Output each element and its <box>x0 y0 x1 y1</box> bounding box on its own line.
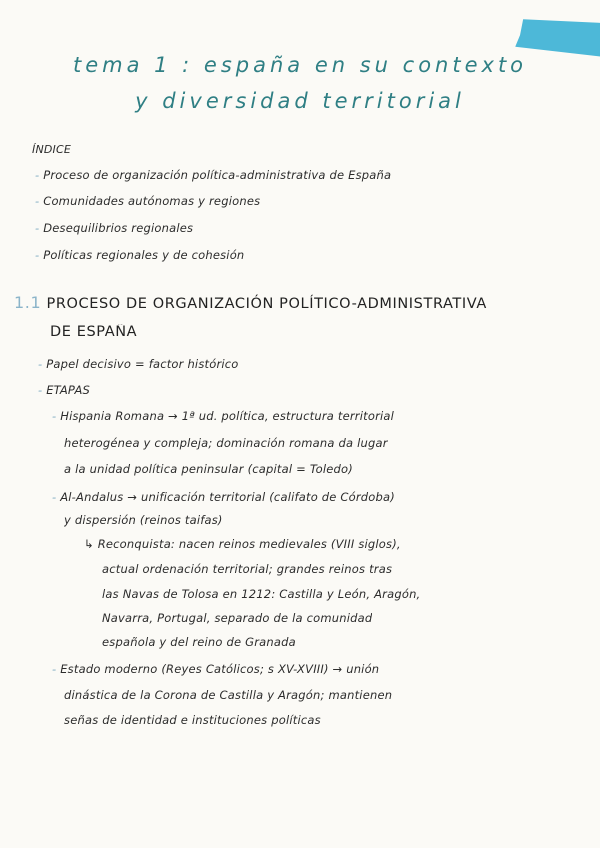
section-heading-line-2: DE ESPAÑA <box>50 324 138 340</box>
note-line: - Estado moderno (Reyes Católicos; s XV-XVIII) → unión <box>52 662 380 676</box>
note-line: a la unidad política peninsular (capital = Toledo) <box>64 462 353 476</box>
note-line: heterogénea y compleja; dominación romana da lugar <box>64 436 388 450</box>
note-line: ↳ Reconquista: nacen reinos medievales (VIII siglos), <box>84 537 401 551</box>
index-item: - Desequilibrios regionales <box>35 221 194 235</box>
note-line: dinástica de la Corona de Castilla y Aragón; mantienen <box>64 688 393 702</box>
note-line: Navarra, Portugal, separado de la comunidad <box>102 611 373 625</box>
title-line-2: y diversidad territorial <box>135 89 465 113</box>
bullet-dash: - <box>35 221 44 235</box>
note-line: las Navas de Tolosa en 1212: Castilla y León, Aragón, <box>102 587 421 601</box>
index-label: ÍNDICE <box>32 143 72 156</box>
bullet-dash: - <box>52 662 61 676</box>
note-line: española y del reino de Granada <box>102 635 296 649</box>
section-heading-line-1: 1.1 PROCESO DE ORGANIZACIÓN POLÍTICO-ADMINISTRATIVA <box>14 293 487 312</box>
section-number: 1.1 <box>14 293 42 312</box>
bullet-dash: - <box>35 194 44 208</box>
tape-shape <box>515 17 600 57</box>
bullet-dash: - <box>38 383 47 397</box>
title-line-1: tema 1 : españa en su contexto <box>72 53 528 77</box>
bullet-dash: - <box>35 248 44 262</box>
tape-decoration <box>515 17 600 57</box>
index-item: - Políticas regionales y de cohesión <box>35 248 245 262</box>
note-line: actual ordenación territorial; grandes reinos tras <box>102 562 393 576</box>
note-line: señas de identidad e instituciones políticas <box>64 713 321 727</box>
note-line: y dispersión (reinos taifas) <box>64 513 223 527</box>
index-item: - Proceso de organización política-administrativa de España <box>35 168 392 182</box>
bullet-papel: - Papel decisivo = factor histórico <box>38 357 239 371</box>
bullet-dash: - <box>38 357 47 371</box>
bullet-dash: - <box>52 490 61 504</box>
bullet-dash: - <box>35 168 44 182</box>
index-item: - Comunidades autónomas y regiones <box>35 194 261 208</box>
bullet-dash: - <box>52 409 61 423</box>
note-line: - Hispania Romana → 1ª ud. política, estructura territorial <box>52 409 395 423</box>
note-line: - Al-Andalus → unificación territorial (califato de Córdoba) <box>52 490 395 504</box>
etapas-label: - ETAPAS <box>38 383 91 397</box>
